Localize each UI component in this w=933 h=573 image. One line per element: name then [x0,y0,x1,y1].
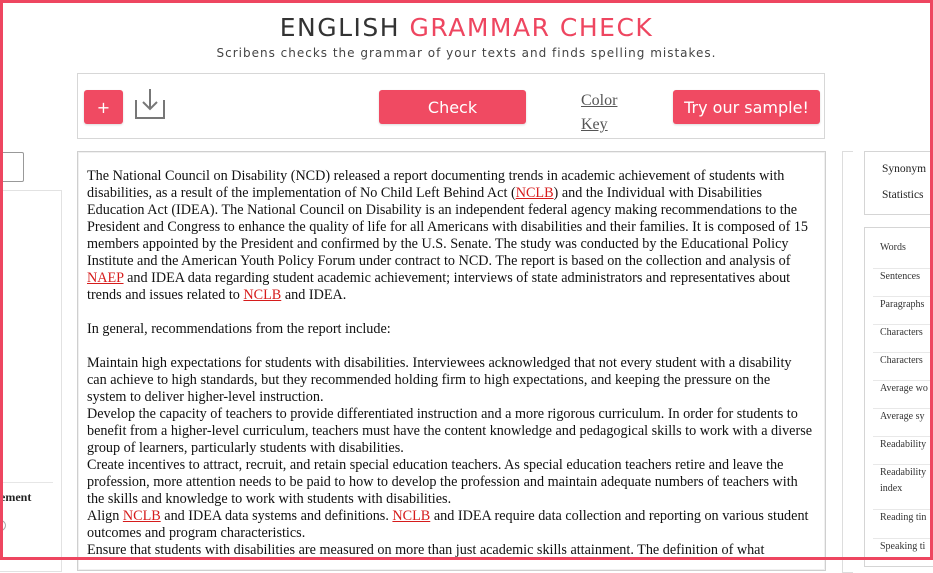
text-run: The National Council on Disability (NCD) released a report documenting trends in academic achievement of students with disabilities, as a result of the implementation of No Child Left Behind Act ( [87,168,785,201]
left-panel-label: ement [0,490,32,504]
left-input-field[interactable] [0,152,24,182]
left-side-panel [0,190,62,572]
statistics-panel [864,227,933,567]
paragraph-4: Develop the capacity of teachers to provide differentiated instruction and a more rigorous curriculum. In order for students to benefit from a higher-level curriculum, teachers must have the content knowledge and pedagogical skills to work with a diverse group of learners, particularly students with disabilities. [87,406,813,456]
stat-words: Words [880,242,906,253]
paragraph-7: Ensure that students with disabilities are measured on more than just academic skills attainment. The definition of what [87,542,765,558]
text-run: and IDEA data systems and definitions. [160,508,393,524]
error-highlight[interactable]: NCLB [515,185,554,201]
editor-content[interactable] [87,168,812,559]
stat-readability: Readability [873,436,933,453]
text-run: and IDEA require data collection and reporting on various student outcomes and program characteristics. [87,508,809,541]
error-highlight[interactable]: NAEP [87,270,124,286]
add-button[interactable]: + [84,90,123,124]
stat-speaking-time: Speaking ti [873,538,933,555]
stat-average-words: Average wo [873,380,933,397]
stat-sentences: Sentences [873,268,933,285]
paragraph-6 [87,508,812,542]
color-key-line2: Key [581,116,608,133]
stat-characters-2: Characters [873,352,933,369]
text-run: and IDEA data regarding student academic achievement; interviews of state administrators and representatives about trends and issues related to [87,270,791,303]
download-icon[interactable] [133,86,167,122]
text-run: Align [87,508,123,524]
stat-readability-index: Readability index [873,464,933,497]
text-run: and IDEA. [281,287,347,303]
stat-average-syllables: Average sy [873,408,933,425]
page-subtitle: Scribens checks the grammar of your texts and finds spelling mistakes. [216,46,717,60]
right-tabs-panel [864,151,933,215]
stat-reading-time: Reading tin [873,509,933,526]
stat-characters: Characters [873,324,933,341]
check-button[interactable]: Check [379,90,526,124]
error-highlight[interactable]: NCLB [122,508,161,524]
title-accent: GRAMMAR CHECK [409,13,654,42]
paragraph-2: In general, recommendations from the report include: [87,321,391,337]
error-highlight[interactable]: NCLB [392,508,431,524]
toolbar [77,73,825,139]
error-highlight[interactable]: NCLB [243,287,282,303]
tab-statistics[interactable]: Statistics [882,189,924,201]
color-key-link[interactable] [581,89,631,137]
paragraph-1 [87,168,812,304]
paragraph-3: Maintain high expectations for students with disabilities. Interviewees acknowledged that not every student with a disability can achieve to high standards, but they recommended holding firm to high expectations, and keeping the pressure on the system to deliver higher-level instruction. [87,355,792,405]
text-editor[interactable] [77,151,826,571]
text-run: ) and the Individual with Disabilities Education Act (IDEA). The National Council on Disability is an independent federal agency making recommendations to the President and Congress to enhance the quality of life for all Americans with disabilities and their families. It is composed of 15 members appointed by the President and confirmed by the U.S. Senate. The study was conducted by the Educational Policy Institute and the American Youth Policy Forum under contract to NCD. The report is based on the collection and analysis of [87,185,809,269]
color-key-line1: Color [581,92,618,109]
try-sample-button[interactable]: Try our sample! [673,90,820,124]
paragraph-5: Create incentives to attract, recruit, and retain special education teachers. As special education teachers retire and leave the profession, more attention needs to be paid to how to develop the profession and maintain adequate numbers of teachers with the skills and knowledge to work with students with disabilities. [87,457,798,507]
title-plain: ENGLISH [279,13,401,42]
tab-synonym[interactable]: Synonym [882,163,927,175]
editor-scrollbar[interactable] [842,151,853,573]
stat-paragraphs: Paragraphs [873,296,933,313]
left-divider [0,482,53,483]
page-title [0,12,933,44]
